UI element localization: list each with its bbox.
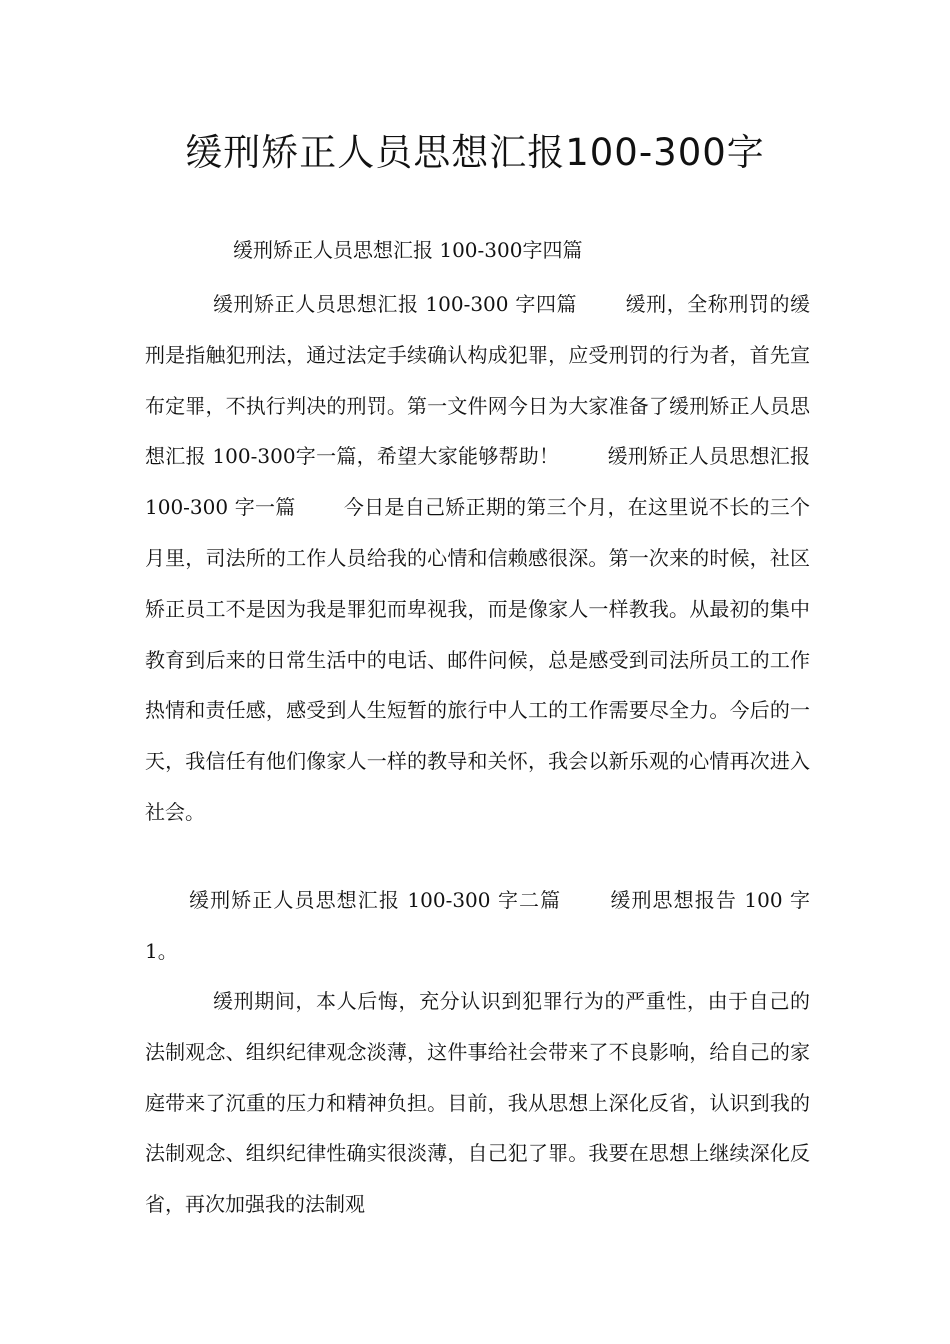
paragraph-3: 缓刑期间，本人后悔，充分认识到犯罪行为的严重性，由于自己的法制观念、组织纪律观念淡薄，这件事给社会带来了不良影响，给自己的家庭带来了沉重的压力和精神负担。目前，我从思想上深化反省，认识到我的法制观念、组织纪律性确实很淡薄，自己犯了罪。我要在思想上继续深化反省，再次加强我的法制观 <box>145 989 810 1217</box>
paragraph-2 <box>145 875 810 977</box>
document-title: 缓刑矫正人员思想汇报100-300字 <box>185 131 765 174</box>
document-subtitle: 缓刑矫正人员思想汇报 100-300字四篇 <box>233 238 583 262</box>
paragraph-1 <box>145 279 810 838</box>
paragraph-2-section: 缓刑矫正人员思想汇报 100-300 字二篇 <box>189 888 562 912</box>
paragraph-1-text: 今日是自己矫正期的第三个月，在这里说不长的三个月里，司法所的工作人员给我的心情和信赖感很深。第一次来的时候，社区矫正员工不是因为我是罪犯而卑视我，而是像家人一样教我。从最初的集中教育到后来的日常生活中的电话、邮件问候，总是感受到司法所员工的工作热情和责任感，感受到人生短暂的旅行中人工的工作需要尽全力。今后的一天，我信任有他们像家人一样的教导和关怀，我会以新乐观的心情再次进入社会。 <box>145 495 811 824</box>
paragraph-1-section: 缓刑矫正人员思想汇报 100-300 字一篇 <box>145 444 811 520</box>
paragraph-1-lead: 缓刑矫正人员思想汇报 100-300 字四篇 <box>213 292 578 316</box>
paragraph-1-intro: 缓刑，全称刑罚的缓刑是指触犯刑法，通过法定手续确认构成犯罪，应受刑罚的行为者，首先宣布定罪，不执行判决的刑罚。第一文件网今日为大家准备了缓刑矫正人员思想汇报 100-300字一篇，希望大家能够帮助！ <box>145 292 811 469</box>
paragraph-2-text: 缓刑思想报告 100 字 1。 <box>145 888 810 963</box>
